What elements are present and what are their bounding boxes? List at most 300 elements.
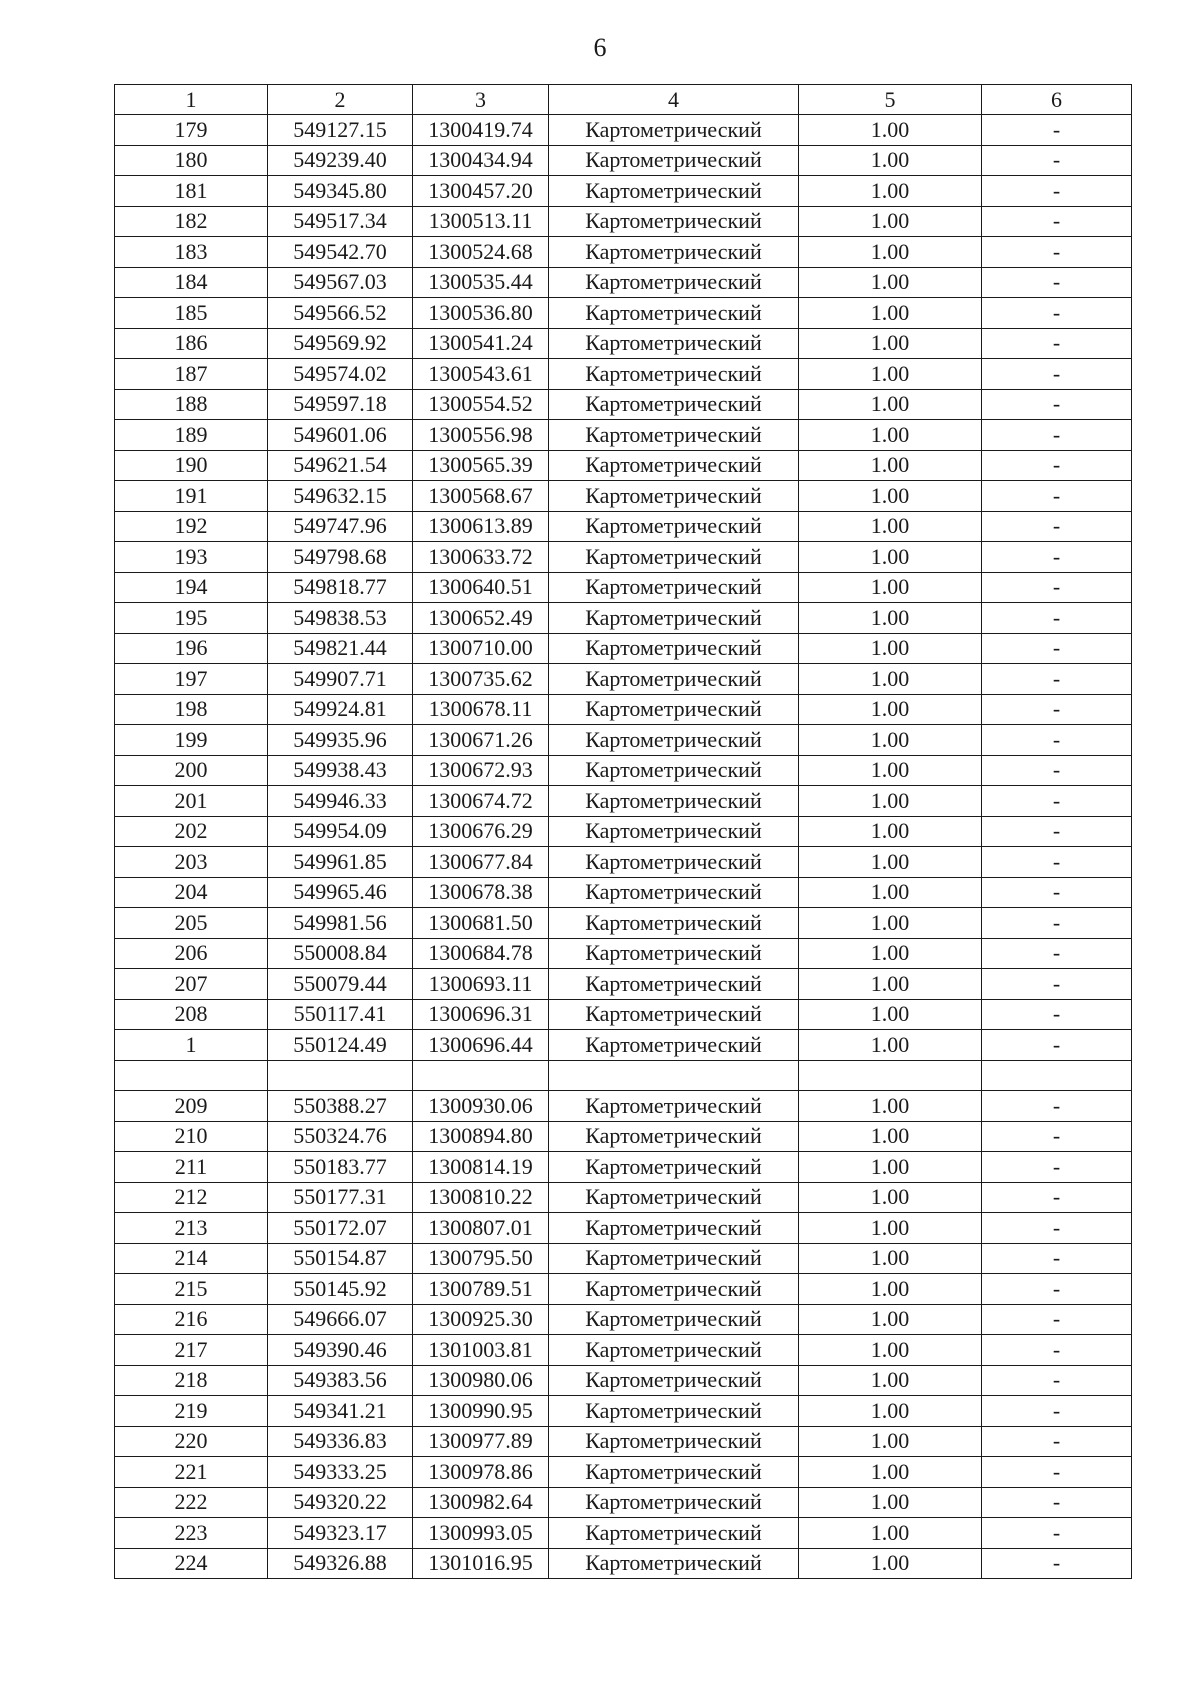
cell-point-number: 224 [115,1548,268,1579]
cell-x-coordinate: 549567.03 [268,267,413,298]
cell-x-coordinate: 549938.43 [268,755,413,786]
cell-accuracy: 1.00 [799,1121,982,1152]
table-header [115,85,1132,115]
table-row [115,877,1132,908]
cell-y-coordinate: 1300814.19 [413,1152,549,1183]
cell-y-coordinate: 1300434.94 [413,145,549,176]
cell-point-number: 181 [115,176,268,207]
table-row [115,816,1132,847]
table-row [115,206,1132,237]
cell-method: Картометрический [549,1274,799,1305]
cell-note: - [982,664,1132,695]
cell-note: - [982,450,1132,481]
cell-method: Картометрический [549,847,799,878]
cell-y-coordinate: 1300457.20 [413,176,549,207]
cell-point-number: 208 [115,999,268,1030]
table-row [115,389,1132,420]
table-row [115,908,1132,939]
cell-method: Картометрический [549,1304,799,1335]
cell-method: Картометрический [549,206,799,237]
header-row [115,85,1132,115]
cell-x-coordinate: 550145.92 [268,1274,413,1305]
cell-x-coordinate: 549345.80 [268,176,413,207]
cell-note: - [982,1274,1132,1305]
cell-y-coordinate: 1300524.68 [413,237,549,268]
table-row [115,267,1132,298]
cell-note: - [982,969,1132,1000]
cell-point-number: 216 [115,1304,268,1335]
cell-x-coordinate: 549542.70 [268,237,413,268]
cell-note: - [982,298,1132,329]
cell-point-number: 219 [115,1396,268,1427]
cell-method: Картометрический [549,1030,799,1061]
table-row [115,1152,1132,1183]
cell-note: - [982,359,1132,390]
cell-y-coordinate: 1300678.38 [413,877,549,908]
cell-method [549,1060,799,1091]
cell-x-coordinate: 549961.85 [268,847,413,878]
cell-method: Картометрический [549,1213,799,1244]
cell-y-coordinate: 1300993.05 [413,1518,549,1549]
cell-y-coordinate: 1300613.89 [413,511,549,542]
cell-x-coordinate: 549632.15 [268,481,413,512]
cell-y-coordinate: 1300810.22 [413,1182,549,1213]
cell-note: - [982,877,1132,908]
cell-accuracy: 1.00 [799,908,982,939]
cell-y-coordinate: 1300568.67 [413,481,549,512]
cell-method: Картометрический [549,664,799,695]
cell-method: Картометрический [549,1426,799,1457]
cell-note: - [982,145,1132,176]
column-header: 2 [268,85,413,115]
table-row [115,450,1132,481]
cell-note: - [982,1426,1132,1457]
cell-y-coordinate: 1300556.98 [413,420,549,451]
cell-method: Картометрический [549,694,799,725]
cell-y-coordinate: 1300696.44 [413,1030,549,1061]
column-header: 6 [982,85,1132,115]
cell-point-number [115,1060,268,1091]
cell-point-number: 211 [115,1152,268,1183]
cell-point-number: 195 [115,603,268,634]
cell-note: - [982,1243,1132,1274]
table-row [115,1213,1132,1244]
cell-x-coordinate: 549127.15 [268,115,413,146]
cell-method: Картометрический [549,298,799,329]
cell-method: Картометрический [549,1091,799,1122]
cell-x-coordinate: 550388.27 [268,1091,413,1122]
cell-point-number: 203 [115,847,268,878]
cell-accuracy: 1.00 [799,938,982,969]
cell-x-coordinate: 549838.53 [268,603,413,634]
cell-point-number: 197 [115,664,268,695]
cell-accuracy: 1.00 [799,999,982,1030]
cell-point-number: 201 [115,786,268,817]
cell-point-number: 191 [115,481,268,512]
cell-y-coordinate: 1300543.61 [413,359,549,390]
cell-accuracy: 1.00 [799,450,982,481]
table-row [115,115,1132,146]
cell-note: - [982,1335,1132,1366]
cell-method: Картометрический [549,511,799,542]
cell-point-number: 210 [115,1121,268,1152]
cell-y-coordinate: 1300684.78 [413,938,549,969]
cell-point-number: 194 [115,572,268,603]
cell-accuracy: 1.00 [799,694,982,725]
cell-x-coordinate: 549336.83 [268,1426,413,1457]
cell-accuracy: 1.00 [799,389,982,420]
column-header: 3 [413,85,549,115]
column-header: 4 [549,85,799,115]
cell-accuracy: 1.00 [799,664,982,695]
cell-y-coordinate: 1300977.89 [413,1426,549,1457]
cell-y-coordinate: 1301003.81 [413,1335,549,1366]
cell-accuracy: 1.00 [799,755,982,786]
cell-method: Картометрический [549,1518,799,1549]
table-row [115,969,1132,1000]
cell-y-coordinate: 1300693.11 [413,969,549,1000]
cell-y-coordinate: 1301016.95 [413,1548,549,1579]
cell-x-coordinate: 549323.17 [268,1518,413,1549]
cell-y-coordinate: 1300535.44 [413,267,549,298]
cell-accuracy [799,1060,982,1091]
cell-note: - [982,816,1132,847]
cell-note: - [982,1304,1132,1335]
cell-accuracy: 1.00 [799,1548,982,1579]
cell-accuracy: 1.00 [799,1213,982,1244]
cell-method: Картометрический [549,633,799,664]
cell-note: - [982,1091,1132,1122]
cell-x-coordinate: 550183.77 [268,1152,413,1183]
cell-accuracy: 1.00 [799,816,982,847]
cell-x-coordinate: 549621.54 [268,450,413,481]
cell-x-coordinate: 549747.96 [268,511,413,542]
cell-x-coordinate: 549981.56 [268,908,413,939]
cell-method: Картометрический [549,237,799,268]
cell-y-coordinate: 1300554.52 [413,389,549,420]
cell-y-coordinate: 1300672.93 [413,755,549,786]
table-row [115,237,1132,268]
cell-accuracy: 1.00 [799,1365,982,1396]
cell-y-coordinate: 1300696.31 [413,999,549,1030]
cell-y-coordinate [413,1060,549,1091]
table-row [115,1487,1132,1518]
cell-method: Картометрический [549,1182,799,1213]
cell-accuracy: 1.00 [799,542,982,573]
cell-method: Картометрический [549,1243,799,1274]
cell-point-number: 199 [115,725,268,756]
cell-y-coordinate: 1300676.29 [413,816,549,847]
cell-point-number: 198 [115,694,268,725]
cell-method: Картометрический [549,389,799,420]
cell-y-coordinate: 1300894.80 [413,1121,549,1152]
cell-accuracy: 1.00 [799,359,982,390]
cell-point-number: 218 [115,1365,268,1396]
cell-note: - [982,786,1132,817]
table-row [115,176,1132,207]
table-row [115,572,1132,603]
table-row [115,633,1132,664]
table-row [115,1182,1132,1213]
cell-note: - [982,908,1132,939]
cell-x-coordinate: 549965.46 [268,877,413,908]
table-row [115,298,1132,329]
cell-point-number: 221 [115,1457,268,1488]
cell-note: - [982,1396,1132,1427]
cell-y-coordinate: 1300671.26 [413,725,549,756]
cell-method: Картометрический [549,115,799,146]
cell-x-coordinate: 549666.07 [268,1304,413,1335]
cell-x-coordinate: 549907.71 [268,664,413,695]
cell-note: - [982,1182,1132,1213]
cell-note: - [982,1518,1132,1549]
table-row [115,1548,1132,1579]
cell-y-coordinate: 1300678.11 [413,694,549,725]
cell-note: - [982,633,1132,664]
table-row [115,938,1132,969]
table-row [115,542,1132,573]
cell-y-coordinate: 1300541.24 [413,328,549,359]
cell-x-coordinate: 550117.41 [268,999,413,1030]
cell-y-coordinate: 1300735.62 [413,664,549,695]
cell-method: Картометрический [549,267,799,298]
cell-x-coordinate: 549383.56 [268,1365,413,1396]
cell-point-number: 215 [115,1274,268,1305]
cell-accuracy: 1.00 [799,725,982,756]
cell-x-coordinate: 549924.81 [268,694,413,725]
cell-point-number: 214 [115,1243,268,1274]
cell-x-coordinate: 549954.09 [268,816,413,847]
table-row [115,725,1132,756]
cell-point-number: 182 [115,206,268,237]
table-row [115,1091,1132,1122]
cell-point-number: 190 [115,450,268,481]
table-row [115,847,1132,878]
cell-accuracy: 1.00 [799,1182,982,1213]
cell-accuracy: 1.00 [799,633,982,664]
table-row [115,694,1132,725]
cell-point-number: 206 [115,938,268,969]
cell-method: Картометрический [549,1487,799,1518]
cell-method: Картометрический [549,328,799,359]
cell-method: Картометрический [549,1335,799,1366]
cell-accuracy: 1.00 [799,1457,982,1488]
cell-x-coordinate: 549798.68 [268,542,413,573]
cell-accuracy: 1.00 [799,1030,982,1061]
cell-method: Картометрический [549,1152,799,1183]
table-row [115,511,1132,542]
cell-accuracy: 1.00 [799,1426,982,1457]
cell-accuracy: 1.00 [799,145,982,176]
cell-note: - [982,1457,1132,1488]
cell-note: - [982,389,1132,420]
cell-point-number: 185 [115,298,268,329]
cell-note: - [982,1213,1132,1244]
cell-x-coordinate: 549818.77 [268,572,413,603]
cell-x-coordinate: 549326.88 [268,1548,413,1579]
column-header: 1 [115,85,268,115]
table-row [115,328,1132,359]
cell-method: Картометрический [549,176,799,207]
cell-point-number: 222 [115,1487,268,1518]
cell-method: Картометрический [549,542,799,573]
cell-point-number: 207 [115,969,268,1000]
table-row [115,1396,1132,1427]
cell-accuracy: 1.00 [799,298,982,329]
cell-note: - [982,938,1132,969]
cell-accuracy: 1.00 [799,176,982,207]
table-row [115,420,1132,451]
table-row [115,1335,1132,1366]
table-row [115,999,1132,1030]
table-row [115,755,1132,786]
cell-method: Картометрический [549,572,799,603]
cell-note: - [982,420,1132,451]
cell-x-coordinate: 549390.46 [268,1335,413,1366]
cell-accuracy: 1.00 [799,572,982,603]
cell-x-coordinate: 550154.87 [268,1243,413,1274]
cell-y-coordinate: 1300536.80 [413,298,549,329]
cell-accuracy: 1.00 [799,1487,982,1518]
cell-point-number: 196 [115,633,268,664]
cell-x-coordinate: 549566.52 [268,298,413,329]
cell-y-coordinate: 1300640.51 [413,572,549,603]
cell-y-coordinate: 1300674.72 [413,786,549,817]
cell-y-coordinate: 1300513.11 [413,206,549,237]
cell-point-number: 179 [115,115,268,146]
cell-note: - [982,1030,1132,1061]
cell-point-number: 220 [115,1426,268,1457]
cell-method: Картометрический [549,908,799,939]
cell-x-coordinate: 549333.25 [268,1457,413,1488]
cell-point-number: 202 [115,816,268,847]
cell-x-coordinate: 549239.40 [268,145,413,176]
cell-x-coordinate: 549574.02 [268,359,413,390]
cell-x-coordinate: 549569.92 [268,328,413,359]
cell-point-number: 184 [115,267,268,298]
cell-point-number: 1 [115,1030,268,1061]
cell-method: Картометрический [549,450,799,481]
cell-x-coordinate: 550172.07 [268,1213,413,1244]
cell-y-coordinate: 1300710.00 [413,633,549,664]
cell-x-coordinate: 550177.31 [268,1182,413,1213]
cell-accuracy: 1.00 [799,206,982,237]
cell-note: - [982,267,1132,298]
cell-note: - [982,328,1132,359]
cell-method: Картометрический [549,359,799,390]
cell-note: - [982,725,1132,756]
cell-method: Картометрический [549,938,799,969]
cell-accuracy: 1.00 [799,481,982,512]
cell-note: - [982,847,1132,878]
cell-point-number: 193 [115,542,268,573]
table-row [115,603,1132,634]
cell-note: - [982,1152,1132,1183]
cell-method: Картометрический [549,1548,799,1579]
cell-x-coordinate: 549601.06 [268,420,413,451]
cell-x-coordinate [268,1060,413,1091]
table-row [115,786,1132,817]
cell-y-coordinate: 1300807.01 [413,1213,549,1244]
cell-point-number: 217 [115,1335,268,1366]
cell-method: Картометрический [549,1121,799,1152]
cell-method: Картометрический [549,420,799,451]
coordinates-table [114,84,1132,1579]
table-body [115,115,1132,1579]
page-number: 6 [593,33,607,62]
cell-accuracy: 1.00 [799,603,982,634]
table-row [115,1274,1132,1305]
table-row [115,1365,1132,1396]
cell-note: - [982,511,1132,542]
cell-y-coordinate: 1300982.64 [413,1487,549,1518]
cell-note: - [982,115,1132,146]
cell-method: Картометрический [549,481,799,512]
cell-method: Картометрический [549,755,799,786]
cell-point-number: 223 [115,1518,268,1549]
cell-note: - [982,176,1132,207]
table-row [115,1030,1132,1061]
cell-method: Картометрический [549,725,799,756]
cell-method: Картометрический [549,603,799,634]
cell-y-coordinate: 1300978.86 [413,1457,549,1488]
cell-method: Картометрический [549,877,799,908]
cell-note: - [982,1365,1132,1396]
cell-accuracy: 1.00 [799,1243,982,1274]
cell-accuracy: 1.00 [799,115,982,146]
cell-note: - [982,237,1132,268]
cell-y-coordinate: 1300681.50 [413,908,549,939]
cell-accuracy: 1.00 [799,237,982,268]
table-row [115,481,1132,512]
cell-note: - [982,542,1132,573]
table-row [115,1060,1132,1091]
cell-y-coordinate: 1300789.51 [413,1274,549,1305]
cell-point-number: 187 [115,359,268,390]
cell-x-coordinate: 550008.84 [268,938,413,969]
table-row [115,1243,1132,1274]
column-header: 5 [799,85,982,115]
cell-method: Картометрический [549,969,799,1000]
cell-accuracy: 1.00 [799,877,982,908]
cell-point-number: 209 [115,1091,268,1122]
cell-method: Картометрический [549,1396,799,1427]
table-row [115,145,1132,176]
cell-x-coordinate: 550124.49 [268,1030,413,1061]
cell-point-number: 189 [115,420,268,451]
cell-method: Картометрический [549,816,799,847]
cell-accuracy: 1.00 [799,969,982,1000]
cell-point-number: 204 [115,877,268,908]
cell-accuracy: 1.00 [799,328,982,359]
cell-point-number: 186 [115,328,268,359]
cell-accuracy: 1.00 [799,786,982,817]
cell-accuracy: 1.00 [799,511,982,542]
cell-method: Картометрический [549,1365,799,1396]
cell-note: - [982,206,1132,237]
cell-accuracy: 1.00 [799,1274,982,1305]
cell-y-coordinate: 1300795.50 [413,1243,549,1274]
table-row [115,359,1132,390]
cell-note: - [982,572,1132,603]
cell-accuracy: 1.00 [799,1335,982,1366]
cell-y-coordinate: 1300930.06 [413,1091,549,1122]
cell-accuracy: 1.00 [799,1091,982,1122]
cell-note: - [982,755,1132,786]
cell-note: - [982,1487,1132,1518]
cell-x-coordinate: 550079.44 [268,969,413,1000]
cell-point-number: 180 [115,145,268,176]
